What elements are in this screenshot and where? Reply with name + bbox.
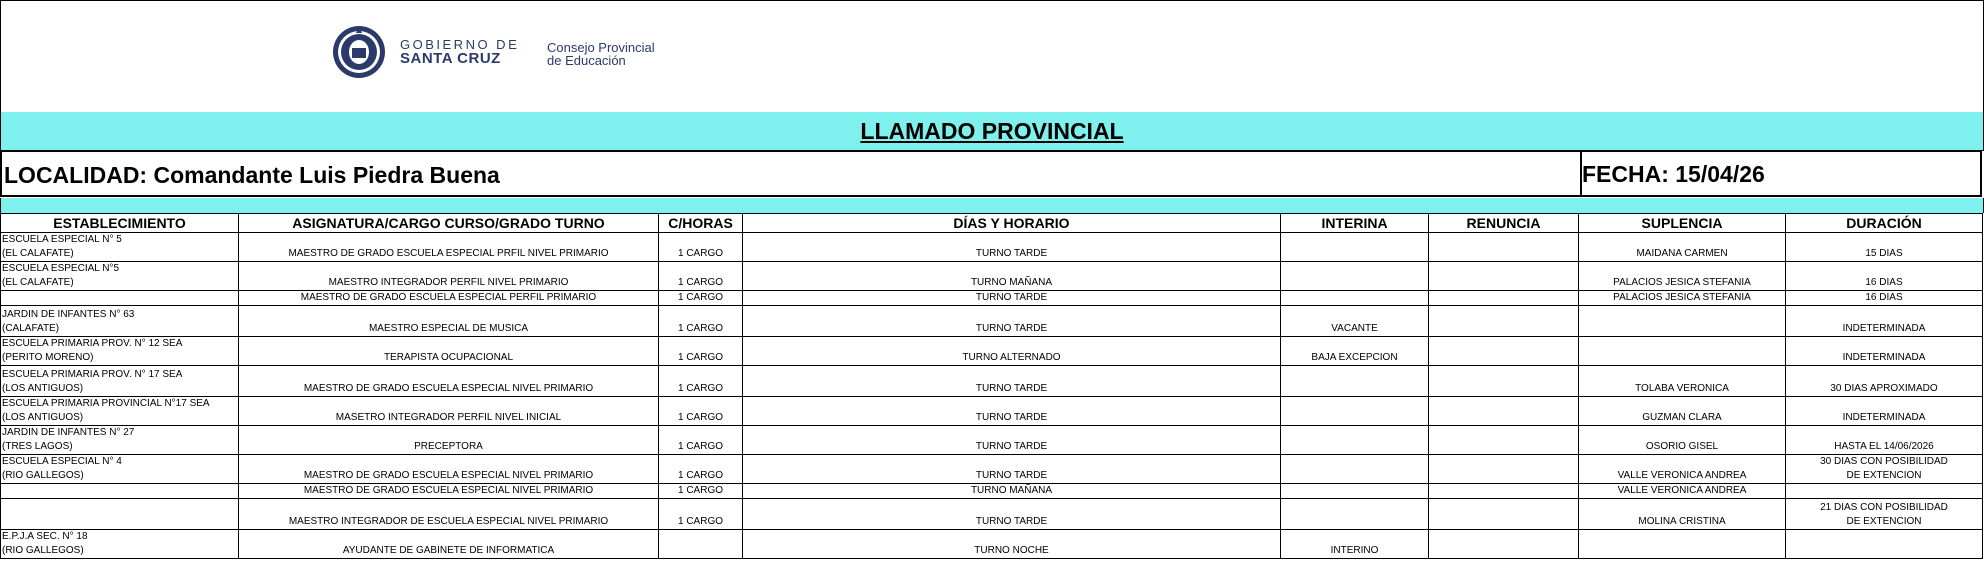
cell-suplencia: PALACIOS JESICA STEFANIA — [1579, 291, 1786, 306]
cell-horas: 1 CARGO — [659, 455, 743, 484]
cell-interina — [1281, 233, 1429, 262]
cell-interina — [1281, 262, 1429, 291]
cell-cargo: MAESTRO INTEGRADOR DE ESCUELA ESPECIAL NIVEL PRIMARIO — [239, 499, 659, 530]
cell-establecimiento: ESCUELA PRIMARIA PROVINCIAL N°17 SEA (LOS ANTIGUOS) — [1, 397, 239, 426]
cell-suplencia: PALACIOS JESICA STEFANIA — [1579, 262, 1786, 291]
cell-duracion: 15 DIAS — [1786, 233, 1983, 262]
cell-cargo: MAESTRO DE GRADO ESCUELA ESPECIAL NIVEL PRIMARIO — [239, 484, 659, 499]
cell-interina — [1281, 499, 1429, 530]
table-row — [1, 530, 1983, 559]
cell-horario: TURNO TARDE — [743, 366, 1281, 397]
cell-interina: VACANTE — [1281, 306, 1429, 337]
table-row — [1, 306, 1983, 337]
cell-renuncia — [1429, 262, 1579, 291]
cell-horario: TURNO TARDE — [743, 499, 1281, 530]
cell-horas: 1 CARGO — [659, 484, 743, 499]
province-seal-icon — [331, 23, 387, 81]
cell-renuncia — [1429, 397, 1579, 426]
cell-horas: 1 CARGO — [659, 366, 743, 397]
cell-interina — [1281, 426, 1429, 455]
cell-duracion: INDETERMINADA — [1786, 337, 1983, 366]
cell-establecimiento: ESCUELA PRIMARIA PROV. N° 17 SEA (LOS ANTIGUOS) — [1, 366, 239, 397]
locality-label: LOCALIDAD: Comandante Luis Piedra Buena — [4, 162, 500, 188]
org-line-2: de Educación — [547, 53, 626, 68]
cell-cargo: MAESTRO ESPECIAL DE MUSICA — [239, 306, 659, 337]
cell-suplencia: TOLABA VERONICA — [1579, 366, 1786, 397]
org-line-1: Consejo Provincial — [547, 40, 655, 55]
cell-establecimiento: ESCUELA ESPECIAL N° 4 (RIO GALLEGOS) — [1, 455, 239, 484]
cell-cargo: MAESTRO DE GRADO ESCUELA ESPECIAL PRFIL NIVEL PRIMARIO — [239, 233, 659, 262]
cell-interina — [1281, 291, 1429, 306]
cell-renuncia — [1429, 291, 1579, 306]
table-row — [1, 455, 1983, 484]
cell-suplencia: GUZMAN CLARA — [1579, 397, 1786, 426]
col-header-renuncia: RENUNCIA — [1429, 214, 1579, 233]
cell-cargo: MAESTRO INTEGRADOR PERFIL NIVEL PRIMARIO — [239, 262, 659, 291]
cell-horas: 1 CARGO — [659, 397, 743, 426]
cell-horas: 1 CARGO — [659, 233, 743, 262]
cell-establecimiento — [1, 291, 239, 306]
spacer-band — [0, 198, 1984, 213]
table-header-row — [1, 214, 1983, 233]
cell-interina — [1281, 455, 1429, 484]
table-row — [1, 337, 1983, 366]
cell-horario: TURNO NOCHE — [743, 530, 1281, 559]
cell-cargo: MAESTRO DE GRADO ESCUELA ESPECIAL NIVEL PRIMARIO — [239, 455, 659, 484]
cell-renuncia — [1429, 499, 1579, 530]
cell-renuncia — [1429, 306, 1579, 337]
cell-renuncia — [1429, 455, 1579, 484]
cell-duracion — [1786, 530, 1983, 559]
cell-duracion: 21 DIAS CON POSIBILIDAD DE EXTENCION — [1786, 499, 1983, 530]
date-label: FECHA: 15/04/26 — [1582, 161, 1765, 187]
table-row — [1, 499, 1983, 530]
cell-horas: 1 CARGO — [659, 291, 743, 306]
org-name — [547, 41, 655, 67]
cell-horas: 1 CARGO — [659, 262, 743, 291]
cell-establecimiento — [1, 484, 239, 499]
cell-interina — [1281, 397, 1429, 426]
cell-cargo: TERAPISTA OCUPACIONAL — [239, 337, 659, 366]
cell-cargo: AYUDANTE DE GABINETE DE INFORMATICA — [239, 530, 659, 559]
logo-line-1: GOBIERNO DE — [400, 37, 520, 52]
logo-header — [0, 0, 1984, 114]
table-row — [1, 233, 1983, 262]
col-header-horario: DÍAS Y HORARIO — [743, 214, 1281, 233]
col-header-suplencia: SUPLENCIA — [1579, 214, 1786, 233]
cell-cargo: MAESTRO DE GRADO ESCUELA ESPECIAL PERFIL PRIMARIO — [239, 291, 659, 306]
cell-establecimiento: JARDIN DE INFANTES N° 63 (CALAFATE) — [1, 306, 239, 337]
col-header-interina: INTERINA — [1281, 214, 1429, 233]
cell-renuncia — [1429, 337, 1579, 366]
cell-establecimiento: ESCUELA PRIMARIA PROV. N° 12 SEA (PERITO MORENO) — [1, 337, 239, 366]
cell-suplencia: VALLE VERONICA ANDREA — [1579, 484, 1786, 499]
cell-duracion: INDETERMINADA — [1786, 306, 1983, 337]
col-header-horas: C/HORAS — [659, 214, 743, 233]
cell-cargo: MAESTRO DE GRADO ESCUELA ESPECIAL NIVEL PRIMARIO — [239, 366, 659, 397]
cell-suplencia: VALLE VERONICA ANDREA — [1579, 455, 1786, 484]
cell-horas: 1 CARGO — [659, 426, 743, 455]
title-band — [0, 112, 1984, 151]
page-title: LLAMADO PROVINCIAL — [860, 118, 1124, 144]
table-row — [1, 484, 1983, 499]
cell-suplencia — [1579, 306, 1786, 337]
cell-horas — [659, 530, 743, 559]
cell-establecimiento: ESCUELA ESPECIAL N°5 (EL CALAFATE) — [1, 262, 239, 291]
col-header-establecimiento: ESTABLECIMIENTO — [1, 214, 239, 233]
cell-suplencia: OSORIO GISEL — [1579, 426, 1786, 455]
cell-suplencia: MAIDANA CARMEN — [1579, 233, 1786, 262]
cell-suplencia — [1579, 337, 1786, 366]
cell-duracion: HASTA EL 14/06/2026 — [1786, 426, 1983, 455]
cell-renuncia — [1429, 366, 1579, 397]
cell-horas: 1 CARGO — [659, 337, 743, 366]
cell-renuncia — [1429, 530, 1579, 559]
cell-horario: TURNO TARDE — [743, 397, 1281, 426]
col-header-duracion: DURACIÓN — [1786, 214, 1983, 233]
cell-duracion: 16 DIAS — [1786, 291, 1983, 306]
logo-line-2: SANTA CRUZ — [400, 50, 501, 67]
cell-horario: TURNO TARDE — [743, 306, 1281, 337]
cell-establecimiento: ESCUELA ESPECIAL N° 5 (EL CALAFATE) — [1, 233, 239, 262]
cell-cargo: PRECEPTORA — [239, 426, 659, 455]
cell-horas: 1 CARGO — [659, 499, 743, 530]
col-header-cargo: ASIGNATURA/CARGO CURSO/GRADO TURNO — [239, 214, 659, 233]
cell-interina: BAJA EXCEPCION — [1281, 337, 1429, 366]
table-row — [1, 397, 1983, 426]
cell-horario: TURNO MAÑANA — [743, 484, 1281, 499]
cell-horario: TURNO TARDE — [743, 291, 1281, 306]
cell-horario: TURNO TARDE — [743, 233, 1281, 262]
cell-duracion: 30 DIAS CON POSIBILIDAD DE EXTENCION — [1786, 455, 1983, 484]
cell-duracion — [1786, 484, 1983, 499]
cell-duracion: INDETERMINADA — [1786, 397, 1983, 426]
cell-duracion: 30 DIAS APROXIMADO — [1786, 366, 1983, 397]
cell-renuncia — [1429, 484, 1579, 499]
cell-establecimiento — [1, 499, 239, 530]
cell-renuncia — [1429, 426, 1579, 455]
cell-duracion: 16 DIAS — [1786, 262, 1983, 291]
table-row — [1, 291, 1983, 306]
cell-renuncia — [1429, 233, 1579, 262]
cell-establecimiento: E.P.J.A SEC. N° 18 (RIO GALLEGOS) — [1, 530, 239, 559]
cell-suplencia — [1579, 530, 1786, 559]
cell-horas: 1 CARGO — [659, 306, 743, 337]
cell-cargo: MASETRO INTEGRADOR PERFIL NIVEL INICIAL — [239, 397, 659, 426]
cell-suplencia: MOLINA CRISTINA — [1579, 499, 1786, 530]
vacancy-table — [0, 213, 1983, 559]
cell-establecimiento: JARDIN DE INFANTES N° 27 (TRES LAGOS) — [1, 426, 239, 455]
cell-interina — [1281, 366, 1429, 397]
cell-horario: TURNO TARDE — [743, 455, 1281, 484]
table-row — [1, 262, 1983, 291]
cell-horario: TURNO TARDE — [743, 426, 1281, 455]
cell-horario: TURNO MAÑANA — [743, 262, 1281, 291]
cell-horario: TURNO ALTERNADO — [743, 337, 1281, 366]
cell-interina: INTERINO — [1281, 530, 1429, 559]
table-row — [1, 426, 1983, 455]
table-row — [1, 366, 1983, 397]
cell-interina — [1281, 484, 1429, 499]
